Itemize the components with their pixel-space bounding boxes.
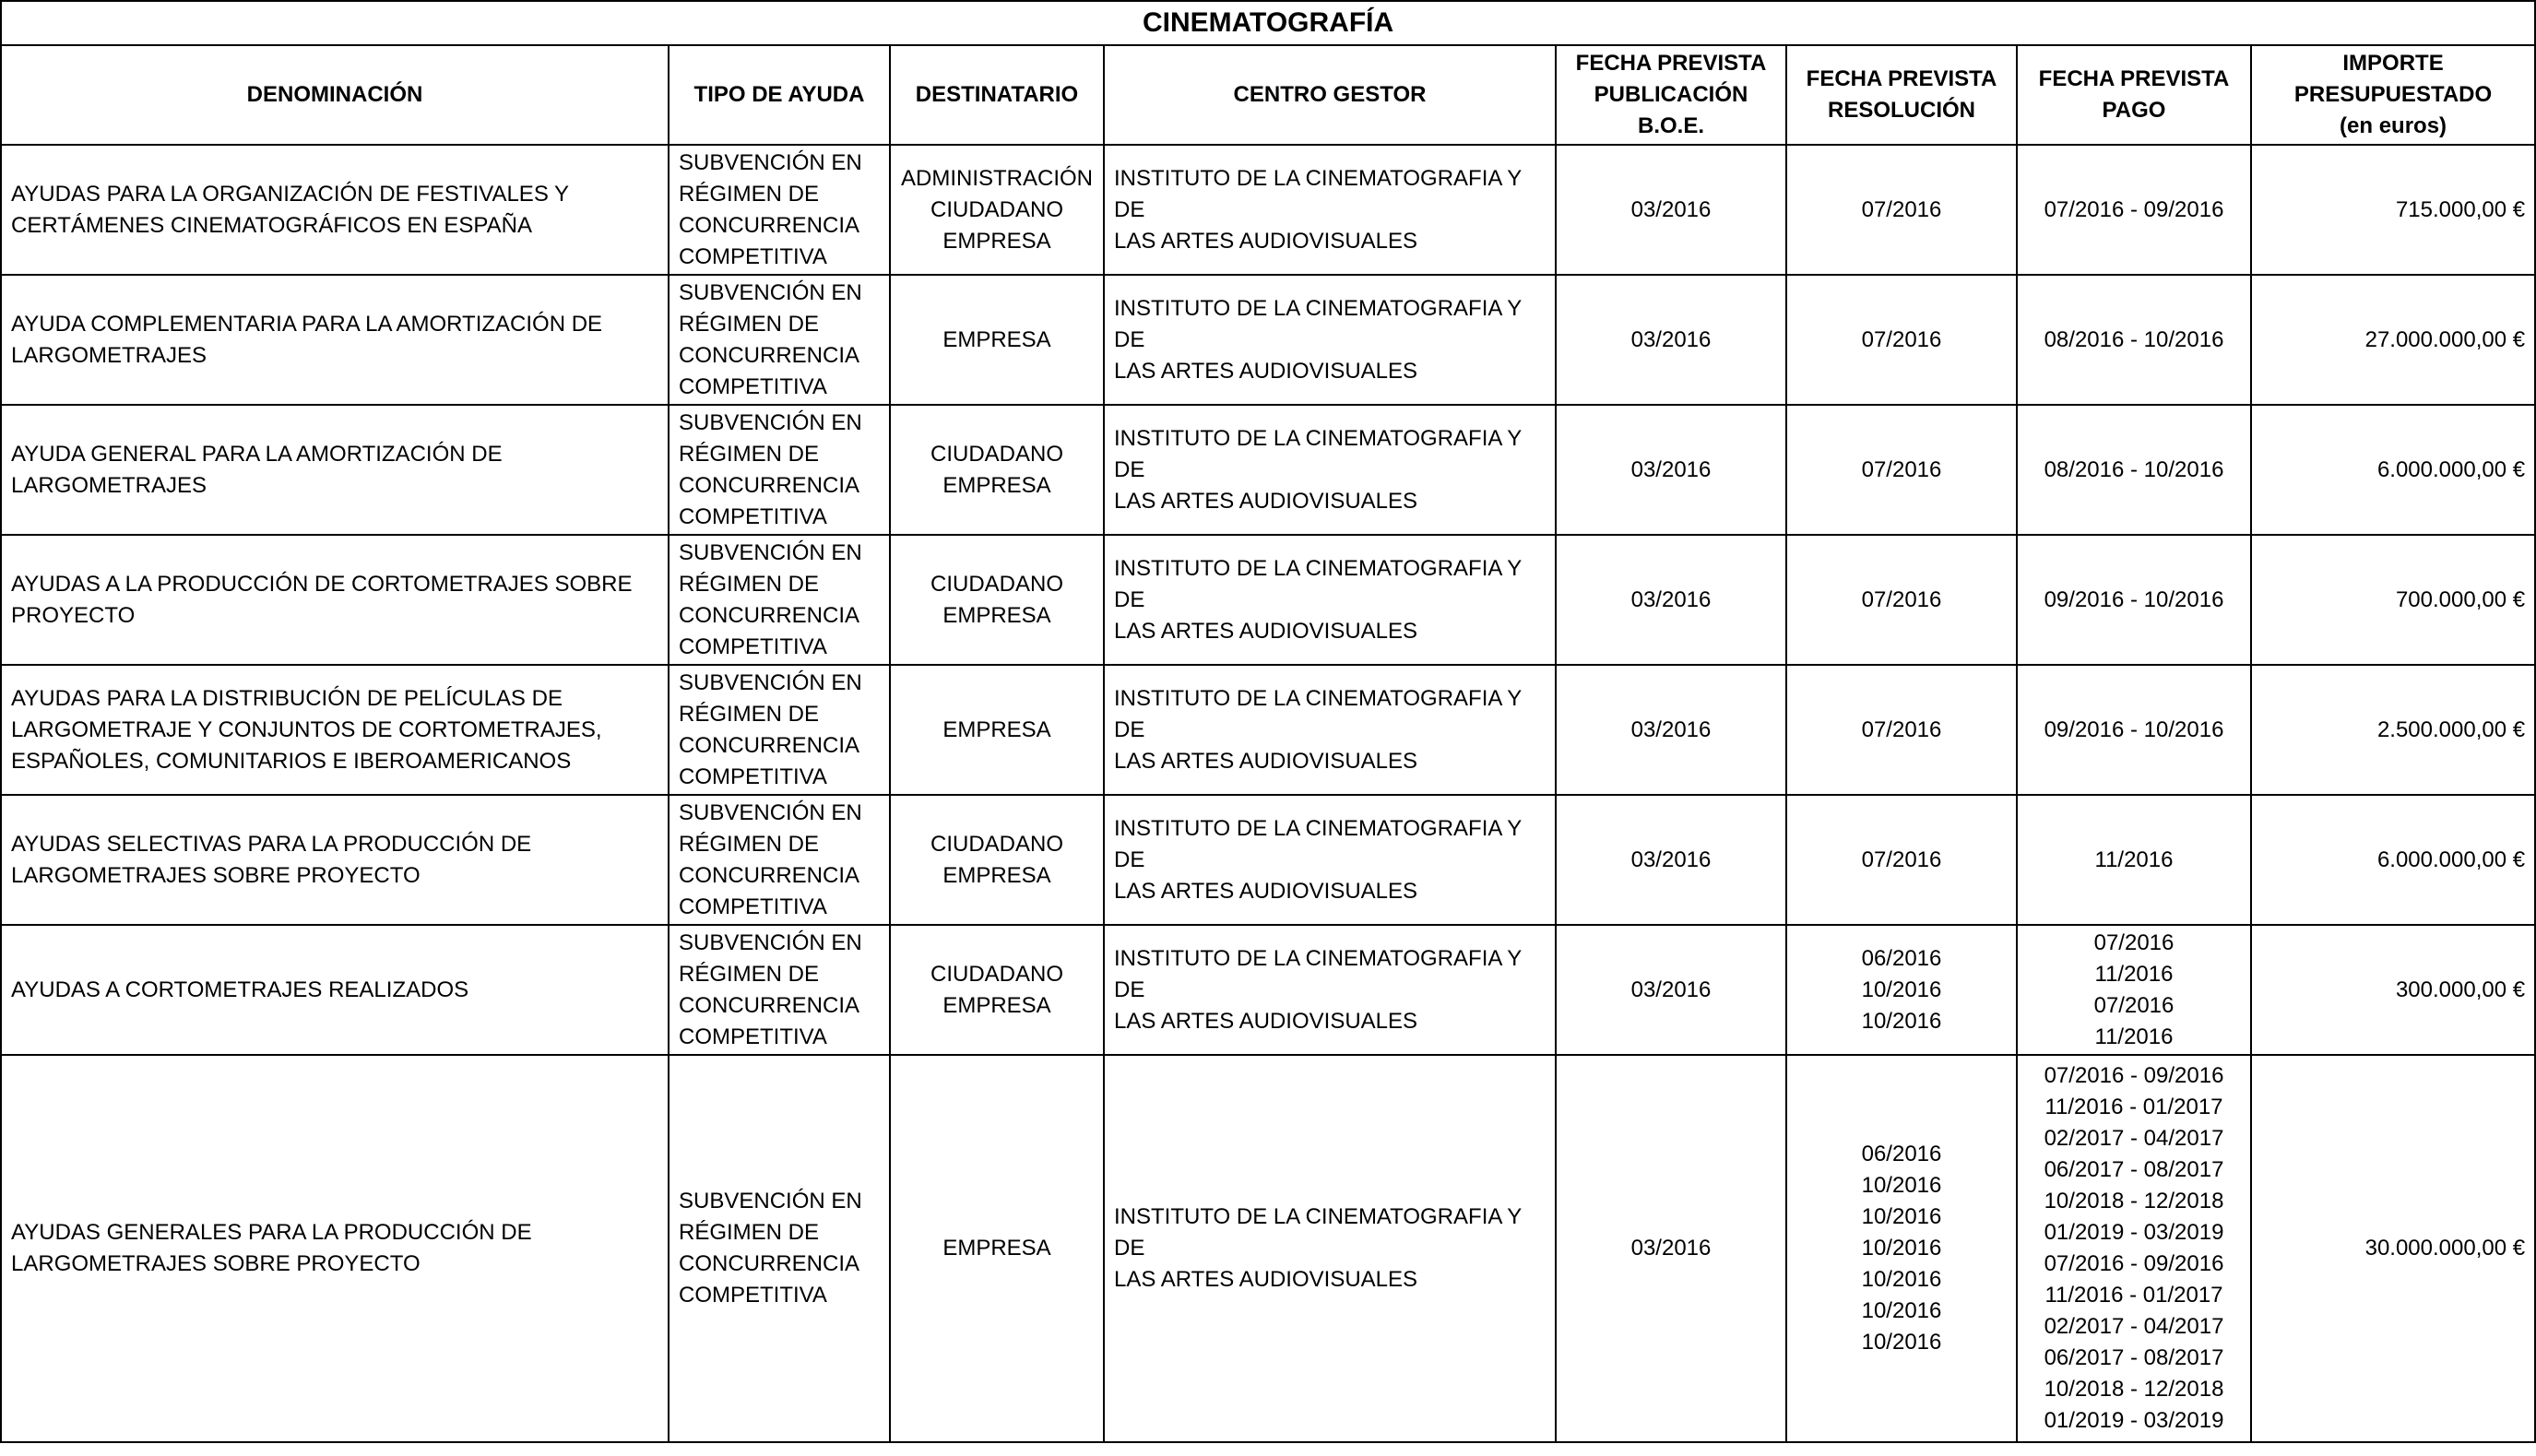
- cell-centro-gestor: INSTITUTO DE LA CINEMATOGRAFIA Y DE LAS ARTES AUDIOVISUALES: [1104, 405, 1556, 535]
- cell-fecha-pago: 07/2016 - 09/2016: [2017, 145, 2251, 275]
- cell-fecha-resolucion: 07/2016: [1786, 275, 2017, 405]
- header-fecha-pago: FECHA PREVISTA PAGO: [2017, 45, 2251, 145]
- cell-centro-gestor: INSTITUTO DE LA CINEMATOGRAFIA Y DE LAS ARTES AUDIOVISUALES: [1104, 665, 1556, 795]
- cell-destinatario: EMPRESA: [890, 665, 1104, 795]
- cell-fecha-pago: 08/2016 - 10/2016: [2017, 275, 2251, 405]
- cell-tipo-ayuda: SUBVENCIÓN EN RÉGIMEN DE CONCURRENCIA COMPETITIVA: [669, 925, 890, 1055]
- cell-importe: 300.000,00 €: [2251, 925, 2535, 1055]
- cell-denominacion: AYUDAS A LA PRODUCCIÓN DE CORTOMETRAJES SOBRE PROYECTO: [1, 535, 669, 665]
- cell-denominacion: AYUDAS GENERALES PARA LA PRODUCCIÓN DE LARGOMETRAJES SOBRE PROYECTO: [1, 1055, 669, 1442]
- cell-fecha-boe: 03/2016: [1556, 665, 1786, 795]
- cell-fecha-resolucion: 07/2016: [1786, 145, 2017, 275]
- cell-centro-gestor: INSTITUTO DE LA CINEMATOGRAFIA Y DE LAS ARTES AUDIOVISUALES: [1104, 535, 1556, 665]
- cell-centro-gestor: INSTITUTO DE LA CINEMATOGRAFIA Y DE LAS ARTES AUDIOVISUALES: [1104, 925, 1556, 1055]
- cell-fecha-resolucion: 06/2016 10/2016 10/2016: [1786, 925, 2017, 1055]
- cell-tipo-ayuda: SUBVENCIÓN EN RÉGIMEN DE CONCURRENCIA COMPETITIVA: [669, 665, 890, 795]
- cell-fecha-boe: 03/2016: [1556, 795, 1786, 925]
- cell-destinatario: EMPRESA: [890, 275, 1104, 405]
- cell-centro-gestor: INSTITUTO DE LA CINEMATOGRAFIA Y DE LAS ARTES AUDIOVISUALES: [1104, 145, 1556, 275]
- cell-fecha-pago: 11/2016: [2017, 795, 2251, 925]
- header-centro-gestor: CENTRO GESTOR: [1104, 45, 1556, 145]
- table-row: [1, 145, 2535, 275]
- header-fecha-boe: FECHA PREVISTA PUBLICACIÓN B.O.E.: [1556, 45, 1786, 145]
- table-row: [1, 665, 2535, 795]
- cell-importe: 6.000.000,00 €: [2251, 405, 2535, 535]
- cell-fecha-resolucion: 07/2016: [1786, 665, 2017, 795]
- cell-fecha-pago: 09/2016 - 10/2016: [2017, 535, 2251, 665]
- cell-fecha-boe: 03/2016: [1556, 405, 1786, 535]
- cell-importe: 2.500.000,00 €: [2251, 665, 2535, 795]
- cell-tipo-ayuda: SUBVENCIÓN EN RÉGIMEN DE CONCURRENCIA COMPETITIVA: [669, 275, 890, 405]
- cell-fecha-boe: 03/2016: [1556, 1055, 1786, 1442]
- table-title: CINEMATOGRAFÍA: [1, 1, 2535, 45]
- header-fecha-resolucion: FECHA PREVISTA RESOLUCIÓN: [1786, 45, 2017, 145]
- cell-tipo-ayuda: SUBVENCIÓN EN RÉGIMEN DE CONCURRENCIA COMPETITIVA: [669, 535, 890, 665]
- cell-importe: 700.000,00 €: [2251, 535, 2535, 665]
- cell-importe: 30.000.000,00 €: [2251, 1055, 2535, 1442]
- table-row: [1, 1055, 2535, 1442]
- cell-fecha-resolucion: 06/2016 10/2016 10/2016 10/2016 10/2016 10/2016 10/2016: [1786, 1055, 2017, 1442]
- cell-destinatario: CIUDADANO EMPRESA: [890, 925, 1104, 1055]
- header-importe: IMPORTE PRESUPUESTADO (en euros): [2251, 45, 2535, 145]
- cell-fecha-boe: 03/2016: [1556, 535, 1786, 665]
- header-denominacion: DENOMINACIÓN: [1, 45, 669, 145]
- cell-denominacion: AYUDA GENERAL PARA LA AMORTIZACIÓN DE LARGOMETRAJES: [1, 405, 669, 535]
- cell-fecha-resolucion: 07/2016: [1786, 795, 2017, 925]
- cell-denominacion: AYUDA COMPLEMENTARIA PARA LA AMORTIZACIÓN DE LARGOMETRAJES: [1, 275, 669, 405]
- cell-denominacion: AYUDAS SELECTIVAS PARA LA PRODUCCIÓN DE LARGOMETRAJES SOBRE PROYECTO: [1, 795, 669, 925]
- cell-centro-gestor: INSTITUTO DE LA CINEMATOGRAFIA Y DE LAS ARTES AUDIOVISUALES: [1104, 795, 1556, 925]
- cell-fecha-pago: 08/2016 - 10/2016: [2017, 405, 2251, 535]
- cell-fecha-boe: 03/2016: [1556, 275, 1786, 405]
- cell-fecha-boe: 03/2016: [1556, 925, 1786, 1055]
- cell-denominacion: AYUDAS PARA LA ORGANIZACIÓN DE FESTIVALES Y CERTÁMENES CINEMATOGRÁFICOS EN ESPAÑA: [1, 145, 669, 275]
- table-row: [1, 535, 2535, 665]
- cell-centro-gestor: INSTITUTO DE LA CINEMATOGRAFIA Y DE LAS ARTES AUDIOVISUALES: [1104, 275, 1556, 405]
- cell-fecha-pago: 07/2016 - 09/2016 11/2016 - 01/2017 02/2017 - 04/2017 06/2017 - 08/2017 10/2018 - 12/2018 01/2019 - 03/2019 07/2016 - 09/2016 11/2016 - 01/2017 02/2017 - 04/2017 06/2017 - 08/2017 10/2018 - 12/2018 01/2019 - 03/2019: [2017, 1055, 2251, 1442]
- cell-tipo-ayuda: SUBVENCIÓN EN RÉGIMEN DE CONCURRENCIA COMPETITIVA: [669, 795, 890, 925]
- cell-fecha-pago: 09/2016 - 10/2016: [2017, 665, 2251, 795]
- cell-destinatario: CIUDADANO EMPRESA: [890, 535, 1104, 665]
- cell-importe: 715.000,00 €: [2251, 145, 2535, 275]
- cell-fecha-boe: 03/2016: [1556, 145, 1786, 275]
- cell-denominacion: AYUDAS A CORTOMETRAJES REALIZADOS: [1, 925, 669, 1055]
- cell-tipo-ayuda: SUBVENCIÓN EN RÉGIMEN DE CONCURRENCIA COMPETITIVA: [669, 1055, 890, 1442]
- cell-destinatario: CIUDADANO EMPRESA: [890, 795, 1104, 925]
- cell-centro-gestor: INSTITUTO DE LA CINEMATOGRAFIA Y DE LAS ARTES AUDIOVISUALES: [1104, 1055, 1556, 1442]
- cell-destinatario: CIUDADANO EMPRESA: [890, 405, 1104, 535]
- table-row: [1, 925, 2535, 1055]
- table-row: [1, 275, 2535, 405]
- header-destinatario: DESTINATARIO: [890, 45, 1104, 145]
- cell-importe: 27.000.000,00 €: [2251, 275, 2535, 405]
- cell-tipo-ayuda: SUBVENCIÓN EN RÉGIMEN DE CONCURRENCIA COMPETITIVA: [669, 405, 890, 535]
- table-row: [1, 795, 2535, 925]
- cell-importe: 6.000.000,00 €: [2251, 795, 2535, 925]
- cell-denominacion: AYUDAS PARA LA DISTRIBUCIÓN DE PELÍCULAS DE LARGOMETRAJE Y CONJUNTOS DE CORTOMETRAJES, ESPAÑOLES, COMUNITARIOS E IBEROAMERICANOS: [1, 665, 669, 795]
- cell-tipo-ayuda: SUBVENCIÓN EN RÉGIMEN DE CONCURRENCIA COMPETITIVA: [669, 145, 890, 275]
- table-row: [1, 405, 2535, 535]
- cell-fecha-pago: 07/2016 11/2016 07/2016 11/2016: [2017, 925, 2251, 1055]
- cell-destinatario: ADMINISTRACIÓN CIUDADANO EMPRESA: [890, 145, 1104, 275]
- cell-destinatario: EMPRESA: [890, 1055, 1104, 1442]
- cell-fecha-resolucion: 07/2016: [1786, 535, 2017, 665]
- header-tipo-ayuda: TIPO DE AYUDA: [669, 45, 890, 145]
- header-row: [1, 45, 2535, 145]
- cell-fecha-resolucion: 07/2016: [1786, 405, 2017, 535]
